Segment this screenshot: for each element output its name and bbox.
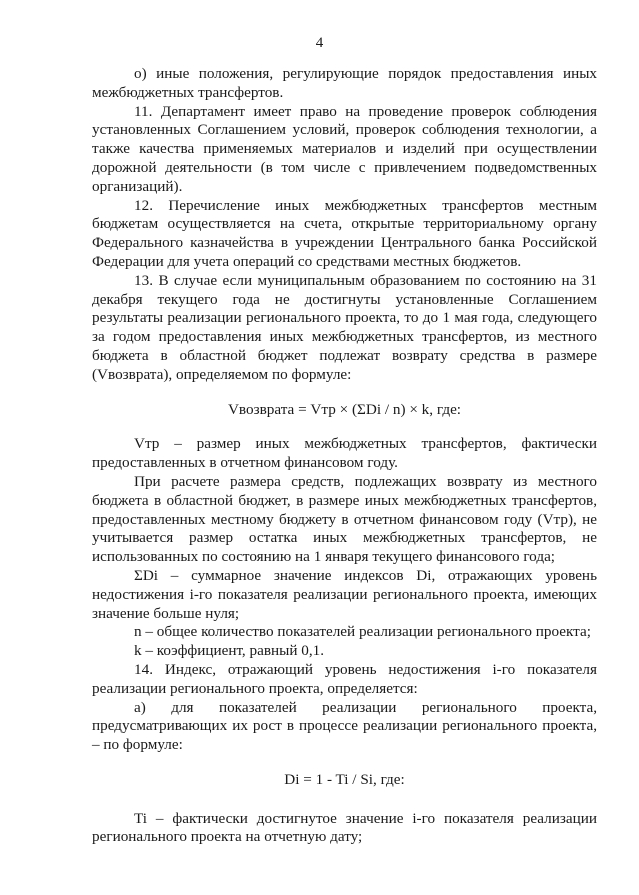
formula-return-amount: Vвозврата = Vтр × (ΣDi / n) × k, где: [227,400,462,418]
paragraph-14: 14. Индекс, отражающий уровень недостижения i-го показателя реализации регионального проекта, определяется: [92,660,597,697]
paragraph-11: 11. Департамент имеет право на проведение проверок соблюдения установленных Соглашением условий, проверок соблюдения технологии, а также качества применяемых материалов и изделий при осуществлении дорожной деятельности (в том числе с привлечением подведомственных организаций). [92,102,597,195]
paragraph-13: 13. В случае если муниципальным образованием по состоянию на 31 декабря текущего года не достигнуты установленные Соглашением результаты реализации регионального проекта, то до 1 мая года, следующего за годом предоставления иных межбюджетных трансфертов, из местного бюджета в областной бюджет подлежат возврату средства в размере (Vвозврата), определяемом по формуле: [92,271,597,383]
definition-k: k – коэффициент, равный 0,1. [134,642,325,660]
page-number: 4 [315,35,324,51]
formula-di: Di = 1 - Ti / Si, где: [284,770,405,788]
definition-n: n – общее количество показателей реализации регионального проекта; [134,623,591,641]
paragraph-calculation-note: При расчете размера средств, подлежащих возврату из местного бюджета в областной бюджет, в размере иных межбюджетных трансфертов, предоставленных местному бюджету в отчетном финансовом году (Vтр), не учитывается размер остатка иных межбюджетных трансфертов, не использованных по состоянию на 1 января текущего финансового года; [92,472,597,566]
document-body [92,65,597,847]
definition-vtr: Vтр – размер иных межбюджетных трансфертов, фактически предоставленных в отчетном финансовом году. [92,435,597,472]
definition-sum-di: ΣDi – суммарное значение индексов Di, отражающих уровень недостижения i-го показателя реализации регионального проекта, имеющих значение больше нуля; [92,566,597,622]
paragraph-12: 12. Перечисление иных межбюджетных трансфертов местным бюджетам осуществляется на счета, открытые территориальному органу Федерального казначейства в учреждении Центрального банка Российской Федерации для учета операций со средствами местных бюджетов. [92,196,597,270]
paragraph-item-o: о) иные положения, регулирующие порядок предоставления иных межбюджетных трансфертов. [92,65,597,101]
definition-ti: Ti – фактически достигнутое значение i-го показателя реализации регионального проекта на отчетную дату; [92,809,597,846]
paragraph-14-a: а) для показателей реализации регионального проекта, предусматривающих их рост в процессе реализации регионального проекта, – по формуле: [92,698,597,754]
